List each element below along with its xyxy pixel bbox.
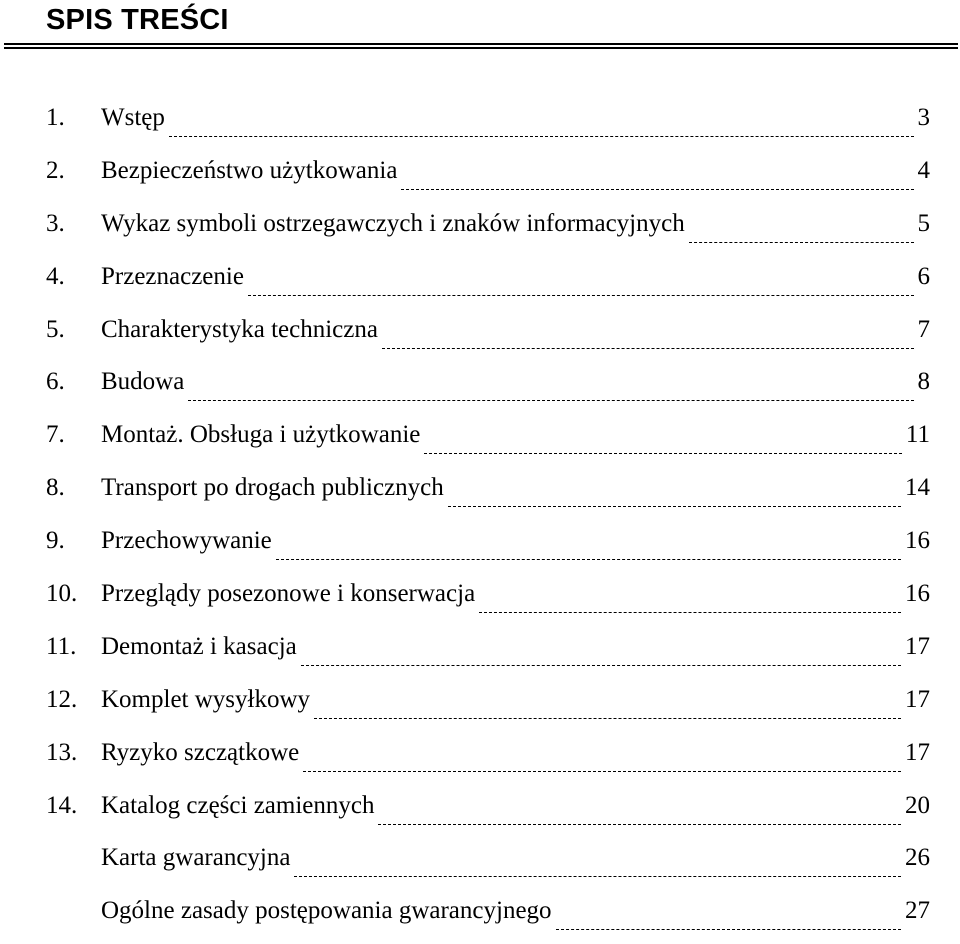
toc-entry[interactable] xyxy=(0,468,960,521)
toc-entry[interactable] xyxy=(0,98,960,151)
toc-entry[interactable] xyxy=(0,733,960,786)
toc-entry[interactable] xyxy=(0,521,960,574)
toc-entry-number: 10. xyxy=(46,580,78,608)
toc-entry-number: 14. xyxy=(46,791,78,819)
dotted-leader xyxy=(556,929,901,930)
dotted-leader xyxy=(424,453,902,454)
toc-entry-title: Komplet wysyłkowy xyxy=(101,685,311,713)
toc-entry[interactable] xyxy=(0,151,960,204)
toc-entry-page: 5 xyxy=(917,209,930,237)
toc-entry-title: Montaż. Obsługa i użytkowanie xyxy=(101,421,421,449)
toc-entry-number: 8. xyxy=(46,474,65,502)
toc-entry-number: 11. xyxy=(46,632,77,660)
toc-entry[interactable] xyxy=(0,204,960,257)
toc-entry-number: 5. xyxy=(46,315,65,343)
toc-entry[interactable] xyxy=(0,680,960,733)
toc-entry-page: 17 xyxy=(905,632,930,660)
toc-entry[interactable] xyxy=(0,362,960,415)
table-of-contents xyxy=(0,98,960,944)
toc-entry-title: Przechowywanie xyxy=(101,527,272,555)
toc-entry-page: 16 xyxy=(905,580,930,608)
toc-entry[interactable] xyxy=(0,415,960,468)
toc-entry-page: 4 xyxy=(917,156,930,184)
dotted-leader xyxy=(382,348,914,349)
toc-entry-number: 1. xyxy=(46,104,65,131)
toc-entry-page: 17 xyxy=(905,738,930,766)
toc-entry-number: 13. xyxy=(46,738,78,766)
toc-entry-title: Przeglądy posezonowe i konserwacja xyxy=(101,580,476,608)
toc-entry[interactable] xyxy=(0,891,960,944)
dotted-leader xyxy=(689,242,914,243)
page-title: SPIS TREŚCI xyxy=(46,4,229,36)
toc-entry-number: 4. xyxy=(46,262,65,290)
toc-entry-page: 16 xyxy=(905,527,930,555)
dotted-leader xyxy=(188,400,913,401)
toc-entry-title: Demontaż i kasacja xyxy=(101,632,297,660)
dotted-leader xyxy=(448,506,901,507)
title-divider xyxy=(4,43,958,49)
toc-entry-number: 3. xyxy=(46,209,65,237)
toc-entry-title: Budowa xyxy=(101,368,185,396)
dotted-leader xyxy=(479,612,901,613)
toc-entry-page: 11 xyxy=(905,421,930,449)
toc-entry-page: 17 xyxy=(905,685,930,713)
dotted-leader xyxy=(401,189,913,190)
dotted-leader xyxy=(378,824,901,825)
toc-entry-page: 20 xyxy=(905,791,930,819)
toc-entry[interactable] xyxy=(0,627,960,680)
toc-entry-number: 9. xyxy=(46,527,65,555)
toc-entry-title: Ogólne zasady postępowania gwarancyjnego xyxy=(101,897,552,925)
toc-entry[interactable] xyxy=(0,838,960,891)
toc-entry-page: 8 xyxy=(917,368,930,396)
toc-entry-title: Karta gwarancyjna xyxy=(101,844,291,872)
toc-entry-page: 14 xyxy=(905,474,930,502)
toc-entry-number: 6. xyxy=(46,368,65,396)
dotted-leader xyxy=(301,665,901,666)
dotted-leader xyxy=(276,559,901,560)
toc-entry-number: 7. xyxy=(46,421,65,449)
toc-entry-title: Przeznaczenie xyxy=(101,262,244,290)
toc-entry-title: Bezpieczeństwo użytkowania xyxy=(101,156,398,184)
toc-entry[interactable] xyxy=(0,257,960,310)
dotted-leader xyxy=(314,718,901,719)
toc-entry-title: Transport po drogach publicznych xyxy=(101,474,444,502)
toc-entry[interactable] xyxy=(0,786,960,839)
toc-entry-page: 6 xyxy=(917,262,930,290)
toc-entry-page: 3 xyxy=(917,104,930,131)
toc-entry-page: 7 xyxy=(917,315,930,343)
toc-entry-title: Wykaz symboli ostrzegawczych i znaków informacyjnych xyxy=(101,209,685,237)
toc-entry-page: 26 xyxy=(905,844,930,872)
dotted-leader xyxy=(169,136,914,137)
toc-entry-title: Charakterystyka techniczna xyxy=(101,315,378,343)
toc-entry-title: Ryzyko szczątkowe xyxy=(101,738,300,766)
toc-entry[interactable] xyxy=(0,310,960,363)
dotted-leader xyxy=(248,295,914,296)
toc-entry-title: Wstęp xyxy=(101,104,165,131)
toc-entry-title: Katalog części zamiennych xyxy=(101,791,375,819)
dotted-leader xyxy=(294,876,901,877)
toc-entry-number: 2. xyxy=(46,156,65,184)
dotted-leader xyxy=(303,771,901,772)
toc-entry-number: 12. xyxy=(46,685,78,713)
toc-entry[interactable] xyxy=(0,574,960,627)
toc-entry-page: 27 xyxy=(905,897,930,925)
